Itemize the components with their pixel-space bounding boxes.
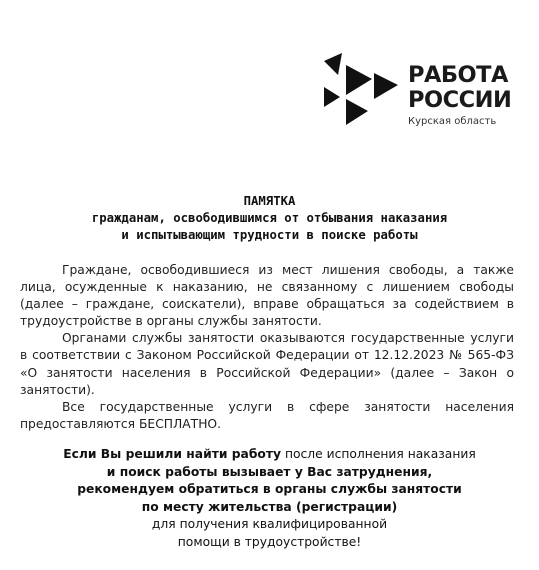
recommendation-line-3: рекомендуем обратиться в органы службы занятости [77,482,462,496]
memo-heading: ПАМЯТКА [243,194,296,208]
memo-subtitle-line-2: и испытывающим трудности в поиске работы [121,228,418,242]
recommendation-line-5: для получения квалифицированной [151,517,388,531]
recommendation-line-2: и поиск работы вызывает у Вас затруднения, [106,464,433,479]
logo-region: Курская область [408,116,497,127]
recommendation-line-1-bold: Если Вы решили найти работу [63,447,282,461]
rabota-rossii-logo-icon [322,53,398,125]
logo-line-2: РОССИИ [408,87,512,113]
paragraph-services-law: Органами службы занятости оказываются государственные услуги в соответствии с Законом Российской Федерации от 12.12.2023 № 565-ФЗ «О занятости населения в Российской Федерации» (далее – Закон о занятости). [20,331,514,397]
memo-body [20,262,514,433]
recommendation-line-1-rest: после исполнения наказания [281,447,476,461]
recommendation-line-1 [0,446,539,464]
recommendation-line-6: помощи в трудоустройстве! [177,534,362,549]
memo-recommendation [0,446,539,551]
memo-subtitle-line-1: гражданам, освободившимся от отбывания наказания [91,211,448,225]
memo-title [0,193,539,244]
paragraph-eligibility: Граждане, освободившиеся из мест лишения свободы, а также лица, осужденные к наказанию, не связанному с лишением свободы (далее – граждане, соискатели), вправе обращаться за содействием в трудоустройстве в органы службы занятости. [20,263,514,329]
paragraph-free-services: Все государственные услуги в сфере занятости населения предоставляются БЕСПЛАТНО. [20,399,514,431]
logo-line-1: РАБОТА [408,62,508,88]
logo-wordmark [408,63,511,127]
recommendation-line-4: по месту жительства (регистрации) [141,499,398,514]
